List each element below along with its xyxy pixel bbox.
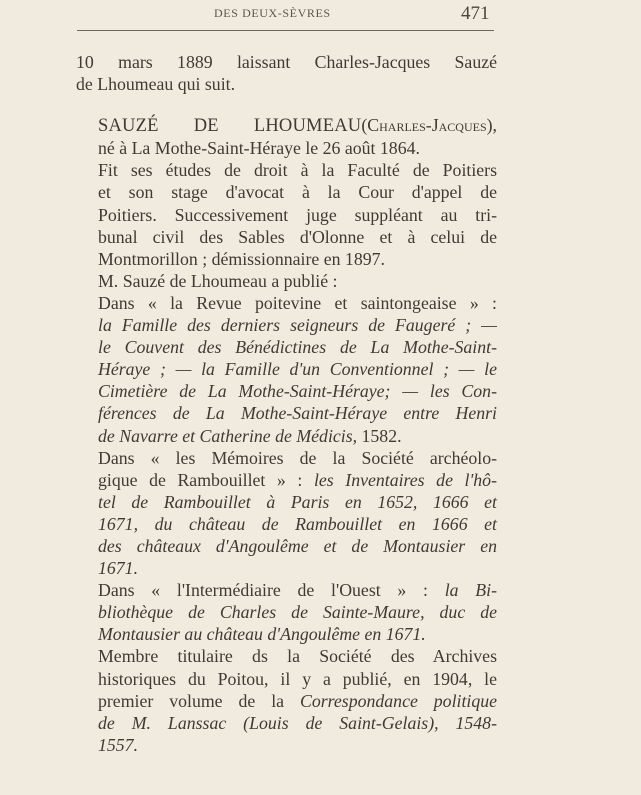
work-title-line: tel de Rambouillet à Paris en 1652, 1666 et xyxy=(98,491,497,512)
previous-entry-ending xyxy=(76,51,497,95)
text-line: Membre titulaire ds la Société des Archives xyxy=(98,646,497,667)
career-paragraph xyxy=(76,159,497,269)
work-title-line: Montausier au château d'Angoulême en 1671. xyxy=(98,624,426,645)
page-number: 471 xyxy=(461,3,490,24)
running-head xyxy=(0,4,641,26)
work-title-fragment: la Bi- xyxy=(444,580,498,601)
work-title-line: de Navarre et Catherine de Médicis, xyxy=(98,425,358,446)
text-line: 10 mars 1889 laissant Charles-Jacques Sauzé xyxy=(76,52,497,72)
entry-name: SAUZÉ DE LHOUMEAU xyxy=(98,116,362,137)
running-head-title: DES DEUX-SÈVRES xyxy=(214,6,331,20)
work-title-line: 1557. xyxy=(98,734,139,755)
text-line: bunal civil des Sables d'Olonne et à celui de xyxy=(98,226,497,247)
work-title-line: 1671, du château de Rambouillet en 1666 et xyxy=(98,513,497,534)
text-fragment: premier volume de la xyxy=(98,690,300,711)
member-paragraph xyxy=(76,645,497,755)
work-title-line: de M. Lanssac (Louis de Saint-Gelais), 1548- xyxy=(98,712,497,733)
text-line: et son stage d'avocat à la Cour d'appel de xyxy=(98,182,497,203)
revue-paragraph xyxy=(76,292,497,447)
work-title-line: férences de La Mothe-Saint-Héraye entre Henri xyxy=(98,403,497,424)
work-title-fragment: les Inventaires de l'hô- xyxy=(313,469,497,490)
entry-heading xyxy=(76,114,497,159)
work-title-line: des châteaux d'Angoulême et de Montausier en xyxy=(98,535,497,556)
text-line: Fit ses études de droit à la Faculté de Poitiers xyxy=(98,160,497,181)
work-title-line: bliothèque de Charles de Sainte-Maure, duc de xyxy=(98,602,497,623)
work-title-line: la Famille des derniers seigneurs de Faugeré ; — xyxy=(98,315,497,336)
work-title-line: Héraye ; — la Famille d'un Conventionnel ; — le xyxy=(98,359,497,380)
work-title-line: le Couvent des Bénédictines de La Mothe-Saint- xyxy=(98,337,497,358)
text-line: Poitiers. Successivement juge suppléant au tri- xyxy=(98,204,497,225)
text-line: de Lhoumeau qui suit. xyxy=(76,74,236,95)
text-line: Montmorillon ; démissionnaire en 1897. xyxy=(98,248,385,269)
text-fragment: gique de Rambouillet » : xyxy=(98,469,314,490)
memoires-paragraph xyxy=(76,447,497,580)
text-line: historiques du Poitou, il y a publié, en 1904, le xyxy=(98,668,497,689)
work-year: 1582. xyxy=(357,425,402,446)
page-body xyxy=(76,51,497,756)
text-line: Dans « la Revue poitevine et saintongeaise » : xyxy=(98,292,497,313)
entry-birth: né à La Mothe-Saint-Héraye le 26 août 1864. xyxy=(98,138,420,159)
published-intro: M. Sauzé de Lhoumeau a publié : xyxy=(98,270,338,291)
entry-given-names: (Charles-Jacques), xyxy=(361,115,497,136)
intermediaire-paragraph xyxy=(76,579,497,645)
text-line: Dans « les Mémoires de la Société archéolo- xyxy=(98,447,497,468)
text-fragment: Dans « l'Intermédiaire de l'Ouest » : xyxy=(98,580,445,601)
work-title-line: Cimetière de La Mothe-Saint-Héraye; — les Con- xyxy=(98,381,497,402)
work-title-line: 1671. xyxy=(98,558,139,579)
work-title-fragment: Correspondance politique xyxy=(299,690,498,711)
header-rule xyxy=(77,30,494,31)
